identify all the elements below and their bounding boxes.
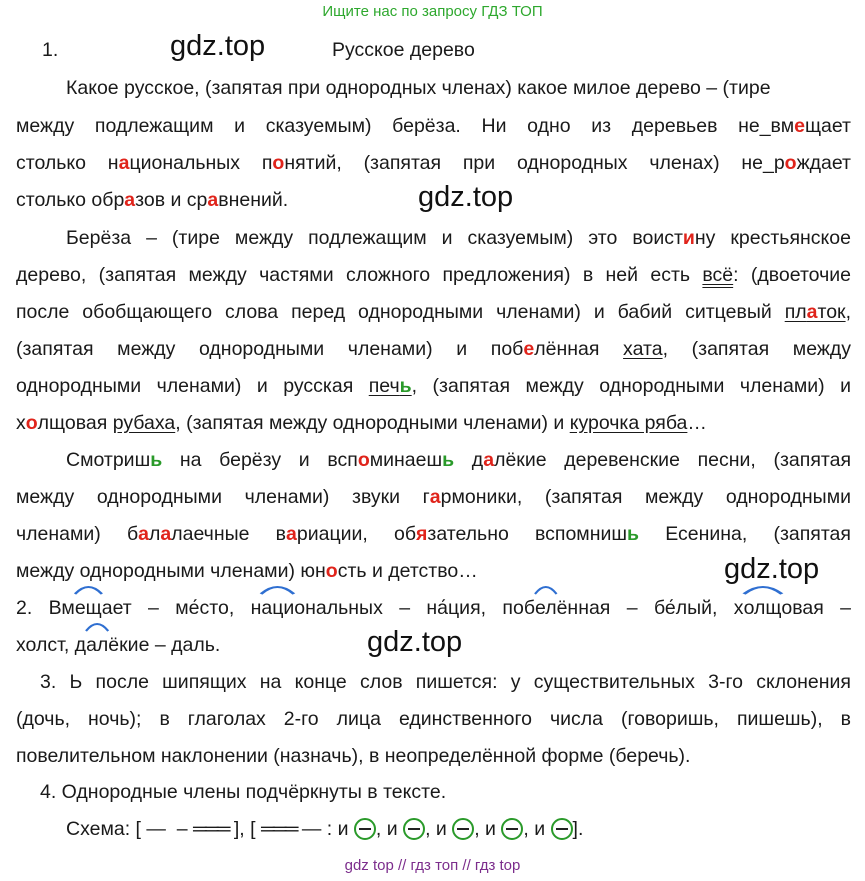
circle-symbol [403,818,425,840]
text-line: между подлежащим и сказуемым) берёза. Ни одно из деревьев не_вмещает [16,115,851,137]
text-line: членами) балалаечные вариации, обязательно вспомнишь Есенина, (запятая [16,523,851,545]
text-line: между однородными членами) юность и детство… [16,560,478,582]
footer-links[interactable]: gdz top // гдз топ // гдз top [344,857,521,874]
text-line: между однородными членами) звуки гармоники, (запятая между однородными [16,486,851,508]
circle-symbol [452,818,474,840]
text-line: столько образов и сравнений. [16,189,289,211]
search-banner[interactable]: Ищите нас по запросу ГДЗ ТОП [322,3,543,20]
circle-symbol [551,818,573,840]
text-line: холщовая рубаха, (запятая между однородными членами) и курочка ряба… [16,412,707,434]
text-line: столько национальных понятий, (запятая при однородных членах) не_рождает [16,152,851,174]
text-line: однородными членами) и русская печь, (запятая между однородными членами) и [16,375,851,397]
text-line: дерево, (запятая между частями сложного предложения) в ней есть всё: (двоеточие [16,264,851,286]
task3-line: 3. Ь после шипящих на конце слов пишется: у существительных 3-го склонения [40,671,851,693]
text-line: Смотришь на берёзу и вспоминаешь далёкие деревенские песни, (запятая [66,449,851,471]
task4-text: 4. Однородные члены подчёркнуты в тексте. [40,781,447,803]
text-line: после обобщающего слова перед однородными членами) и бабий ситцевый платок, [16,301,851,323]
watermark: gdz.top [170,30,266,62]
circle-symbol [354,818,376,840]
text-line: (запятая между однородными членами) и побелённая хата, (запятая между [16,338,851,360]
text-line: Какое русское, (запятая при однородных членах) какое милое дерево – (тире [66,77,771,99]
task3-line: (дочь, ночь); в глаголах 2-го лица единственного числа (говоришь, пишешь), в [16,708,851,730]
scheme-label: Схема: [66,818,131,840]
task2-line: 2. Вмещ ает – ме́сто, наци ональных – на́ция, побел ённая – бе́лый, холщ овая – [16,596,851,620]
watermark: gdz.top [367,626,463,658]
scheme: Схема: [ — – ═══ ], [ ═══ — : и , и , и , и , и ]. [66,818,584,840]
watermark: gdz.top [418,181,514,213]
text-line: Берёза – (тире между подлежащим и сказуемым) это воистину крестьянское [66,227,851,249]
task-number: 1. [42,39,59,61]
task3-line: повелительном наклонении (назначь), в неопределённой форме (беречь). [16,745,691,767]
watermark: gdz.top [724,553,820,585]
circle-symbol [501,818,523,840]
text-title: Русское дерево [332,39,475,61]
task2-line: холст, дал ёкие – даль. [16,633,851,657]
